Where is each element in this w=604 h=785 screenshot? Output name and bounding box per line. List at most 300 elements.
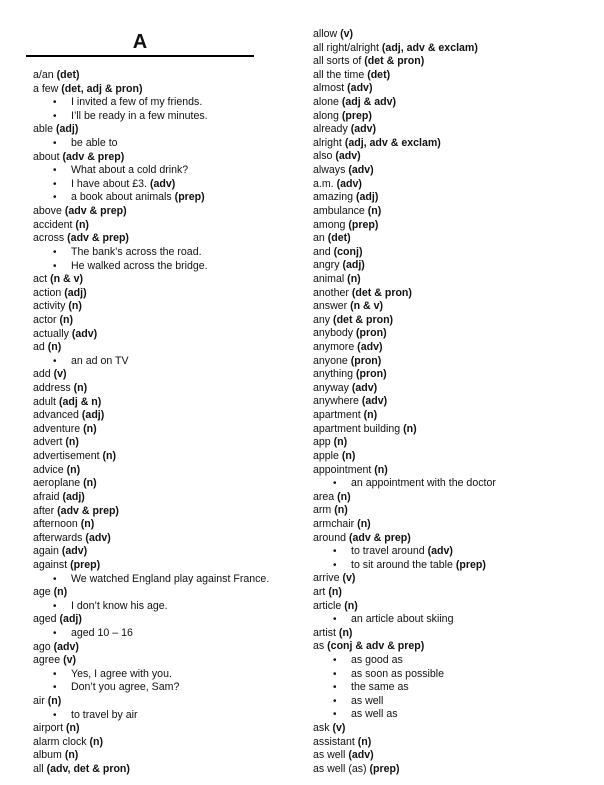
headword-entry xyxy=(313,110,496,124)
headword: against xyxy=(33,558,68,571)
headword-entry xyxy=(33,232,269,246)
part-of-speech-label: (n & v) xyxy=(350,300,384,313)
part-of-speech-label: (det) xyxy=(327,232,351,245)
headword: add xyxy=(33,368,51,381)
part-of-speech-label: (n) xyxy=(64,749,79,762)
headword: an xyxy=(313,232,325,245)
part-of-speech-label: (adj, adv & exclam) xyxy=(381,41,478,54)
part-of-speech-label: (n) xyxy=(367,204,382,217)
headword-entry xyxy=(33,532,269,546)
part-of-speech-label: (prep) xyxy=(341,109,372,122)
example-bullet-item xyxy=(313,681,496,695)
part-of-speech-label: (n & v) xyxy=(50,273,84,286)
headword: across xyxy=(33,232,65,245)
headword-entry xyxy=(313,287,496,301)
part-of-speech-label: (v) xyxy=(342,572,356,585)
headword-entry xyxy=(313,150,496,164)
headword: anyway xyxy=(313,381,349,394)
headword-entry xyxy=(313,368,496,382)
headword-entry xyxy=(313,42,496,56)
example-text: I invited a few of my friends. xyxy=(71,96,203,109)
part-of-speech-label: (v) xyxy=(63,654,77,667)
headword-entry xyxy=(313,518,496,532)
part-of-speech-label: (n) xyxy=(75,218,89,231)
part-of-speech-label: (adv & prep) xyxy=(348,531,411,544)
headword-entry xyxy=(33,722,269,736)
headword-entry xyxy=(33,396,269,410)
headword: a.m. xyxy=(313,177,334,190)
right-column xyxy=(313,28,496,777)
headword: anymore xyxy=(313,341,355,354)
example-bullet-item xyxy=(33,709,269,723)
example-text: to sit around the table xyxy=(351,558,453,571)
example-text: an article about skiing xyxy=(351,613,454,626)
example-text: as well xyxy=(351,694,384,707)
part-of-speech-label: (n) xyxy=(47,341,62,354)
headword-entry xyxy=(33,464,269,478)
headword-entry xyxy=(33,545,269,559)
part-of-speech-label: (n) xyxy=(59,313,74,326)
headword-entry xyxy=(313,749,496,763)
headword: airport xyxy=(33,722,64,735)
part-of-speech-label: (adv) xyxy=(335,150,361,163)
part-of-speech-label: (adv) xyxy=(53,640,79,653)
headword-entry xyxy=(33,586,269,600)
example-bullet-item xyxy=(33,178,269,192)
part-of-speech-label: (adv, det & pron) xyxy=(46,763,130,776)
part-of-speech-label: (v) xyxy=(332,722,346,735)
headword: action xyxy=(33,286,62,299)
part-of-speech-label: (n) xyxy=(374,463,388,476)
part-of-speech-label: (n) xyxy=(328,585,342,598)
headword: almost xyxy=(313,82,345,95)
example-bullet-item xyxy=(33,573,269,587)
headword-entry xyxy=(33,436,269,450)
part-of-speech-label: (adv) xyxy=(61,545,88,558)
part-of-speech-label: (prep) xyxy=(348,218,379,231)
headword: accident xyxy=(33,218,73,231)
example-bullet-item xyxy=(33,681,269,695)
headword: agree xyxy=(33,654,61,667)
part-of-speech-label: (adj & adv) xyxy=(341,96,397,109)
headword-entry xyxy=(33,123,269,137)
part-of-speech-label: (adv & prep) xyxy=(62,150,125,163)
headword: advertisement xyxy=(33,450,100,463)
part-of-speech-label: (n) xyxy=(337,490,351,503)
headword-entry xyxy=(313,572,496,586)
example-text: as good as xyxy=(351,654,403,667)
part-of-speech-label: (n) xyxy=(344,599,358,612)
example-bullet-item xyxy=(33,96,269,110)
headword: anything xyxy=(313,368,354,381)
headword-entry xyxy=(33,736,269,750)
headword-entry xyxy=(313,96,496,110)
headword-entry xyxy=(313,205,496,219)
part-of-speech-label: (adj) xyxy=(62,490,85,503)
headword-entry xyxy=(33,314,269,328)
headword-entry xyxy=(313,55,496,69)
part-of-speech-label: (adv & prep) xyxy=(67,232,129,245)
headword-entry xyxy=(313,314,496,328)
example-text: I don’t know his age. xyxy=(71,599,168,612)
headword-entry xyxy=(33,328,269,342)
headword-entry xyxy=(33,518,269,532)
headword: appointment xyxy=(313,463,372,476)
part-of-speech-label: (pron) xyxy=(350,354,382,367)
example-text: as well as xyxy=(351,708,398,721)
example-bullet-item xyxy=(313,545,496,559)
example-text: I have about £3. xyxy=(71,177,147,190)
headword-entry xyxy=(313,586,496,600)
headword: air xyxy=(33,695,45,708)
headword: another xyxy=(313,286,349,299)
headword-entry xyxy=(33,641,269,655)
example-bullet-item xyxy=(33,600,269,614)
part-of-speech-label: (adj) xyxy=(356,191,379,204)
part-of-speech-label: (n) xyxy=(403,422,417,435)
headword: angry xyxy=(313,259,340,272)
headword-entry xyxy=(313,491,496,505)
part-of-speech-label: (det, adj & pron) xyxy=(61,82,143,95)
headword-entry xyxy=(313,246,496,260)
example-bullet-item xyxy=(33,191,269,205)
part-of-speech-label: (prep) xyxy=(369,762,400,775)
headword-entry xyxy=(33,559,269,573)
example-text: He walked across the bridge. xyxy=(71,259,208,272)
example-text: a book about animals xyxy=(71,191,172,204)
part-of-speech-label: (adv & prep) xyxy=(57,504,119,517)
headword-entry xyxy=(313,232,496,246)
part-of-speech-label: (prep) xyxy=(174,191,205,204)
headword: alone xyxy=(313,96,339,109)
headword-entry xyxy=(313,191,496,205)
part-of-speech-label: (conj) xyxy=(333,245,363,258)
example-text: the same as xyxy=(351,681,409,694)
part-of-speech-label: (prep) xyxy=(70,558,101,571)
headword-entry xyxy=(313,763,496,777)
headword: address xyxy=(33,382,71,395)
headword: adult xyxy=(33,395,56,408)
example-bullet-item xyxy=(313,668,496,682)
headword: also xyxy=(313,150,333,163)
headword: arrive xyxy=(313,572,340,585)
headword: area xyxy=(313,490,335,503)
example-bullet-item xyxy=(33,137,269,151)
headword-entry xyxy=(313,600,496,614)
headword-entry xyxy=(313,69,496,83)
headword-entry xyxy=(313,504,496,518)
part-of-speech-label: (adj) xyxy=(81,409,105,422)
headword: about xyxy=(33,150,60,163)
headword: advanced xyxy=(33,409,79,422)
part-of-speech-label: (adv) xyxy=(348,164,374,177)
headword: all the time xyxy=(313,68,365,81)
headword: ask xyxy=(313,722,330,735)
headword: ago xyxy=(33,640,51,653)
part-of-speech-label: (n) xyxy=(338,626,353,639)
headword-entry xyxy=(33,409,269,423)
part-of-speech-label: (adv) xyxy=(348,749,374,762)
example-text: aged 10 – 16 xyxy=(71,626,133,639)
headword-entry xyxy=(313,464,496,478)
part-of-speech-label: (n) xyxy=(333,436,348,449)
headword-entry xyxy=(33,219,269,233)
part-of-speech-label: (adv) xyxy=(357,341,383,354)
headword: advice xyxy=(33,463,64,476)
headword-entry xyxy=(313,273,496,287)
part-of-speech-label: (v) xyxy=(340,28,354,40)
headword: all xyxy=(33,763,44,776)
headword-entry xyxy=(313,423,496,437)
headword: actor xyxy=(33,313,57,326)
part-of-speech-label: (n) xyxy=(363,409,378,422)
example-text: be able to xyxy=(71,137,118,150)
headword: amazing xyxy=(313,191,354,204)
example-bullet-item xyxy=(33,110,269,124)
section-letter-heading: A xyxy=(132,31,148,53)
part-of-speech-label: (adj) xyxy=(55,123,79,136)
headword: art xyxy=(313,585,326,598)
headword: activity xyxy=(33,300,66,313)
part-of-speech-label: (adj) xyxy=(64,286,87,299)
part-of-speech-label: (adv) xyxy=(71,327,98,340)
headword-entry xyxy=(313,736,496,750)
part-of-speech-label: (n) xyxy=(65,722,80,735)
example-bullet-item xyxy=(313,654,496,668)
part-of-speech-label: (adj) xyxy=(342,259,365,272)
example-bullet-item xyxy=(313,559,496,573)
part-of-speech-label: (n) xyxy=(66,463,81,476)
headword-entry xyxy=(33,382,269,396)
headword: advert xyxy=(33,436,63,449)
headword: all right/alright xyxy=(313,41,379,54)
example-text: an appointment with the doctor xyxy=(351,477,496,490)
headword-entry xyxy=(33,695,269,709)
headword-entry xyxy=(313,627,496,641)
part-of-speech-label: (det & pron) xyxy=(364,55,425,68)
headword: again xyxy=(33,545,59,558)
part-of-speech-label: (conj & adv & prep) xyxy=(327,640,425,653)
part-of-speech-label: (prep) xyxy=(455,558,486,571)
example-bullet-item xyxy=(33,246,269,260)
example-bullet-item xyxy=(313,613,496,627)
headword: animal xyxy=(313,272,345,285)
headword: able xyxy=(33,123,54,136)
headword-entry xyxy=(33,491,269,505)
headword: apartment building xyxy=(313,422,401,435)
part-of-speech-label: (det & pron) xyxy=(333,313,394,326)
headword: article xyxy=(313,599,342,612)
part-of-speech-label: (adv & prep) xyxy=(64,205,127,218)
example-bullet-item xyxy=(33,164,269,178)
headword: a few xyxy=(33,82,59,95)
part-of-speech-label: (pron) xyxy=(356,368,387,381)
headword: as well xyxy=(313,749,346,762)
example-text: The bank’s across the road. xyxy=(71,245,202,258)
part-of-speech-label: (det & pron) xyxy=(351,286,412,299)
headword-entry xyxy=(313,395,496,409)
headword: album xyxy=(33,749,62,762)
headword-entry xyxy=(33,368,269,382)
headword-entry xyxy=(313,640,496,654)
part-of-speech-label: (adv) xyxy=(351,381,378,394)
part-of-speech-label: (n) xyxy=(65,436,79,449)
headword-entry xyxy=(313,137,496,151)
headword: ambulance xyxy=(313,204,365,217)
headword-entry xyxy=(33,477,269,491)
headword: as xyxy=(313,640,325,653)
part-of-speech-label: (v) xyxy=(53,368,67,381)
part-of-speech-label: (adv) xyxy=(427,545,453,558)
part-of-speech-label: (n) xyxy=(73,382,88,395)
headword-entry xyxy=(33,151,269,165)
part-of-speech-label: (n) xyxy=(83,477,97,490)
headword-entry xyxy=(33,205,269,219)
headword-entry xyxy=(33,763,269,777)
headword: age xyxy=(33,586,51,599)
part-of-speech-label: (adv) xyxy=(361,395,388,408)
headword: app xyxy=(313,436,331,449)
part-of-speech-label: (adv) xyxy=(336,177,362,190)
headword-entry xyxy=(33,273,269,287)
part-of-speech-label: (adv) xyxy=(85,531,111,544)
part-of-speech-label: (adv) xyxy=(350,123,377,136)
example-text: I’ll be ready in a few minutes. xyxy=(71,109,208,122)
part-of-speech-label: (n) xyxy=(334,504,348,517)
headword: always xyxy=(313,164,346,177)
headword-entry xyxy=(313,409,496,423)
example-text: Yes, I agree with you. xyxy=(71,667,172,680)
headword-entry xyxy=(33,613,269,627)
part-of-speech-label: (adv) xyxy=(347,82,373,95)
part-of-speech-label: (n) xyxy=(357,735,372,748)
headword: actually xyxy=(33,327,69,340)
headword-entry xyxy=(313,164,496,178)
headword: arm xyxy=(313,504,332,517)
headword: alright xyxy=(313,136,342,149)
headword: afternoon xyxy=(33,518,78,531)
headword-entry xyxy=(313,355,496,369)
example-text: Don’t you agree, Sam? xyxy=(71,681,180,694)
example-text: What about a cold drink? xyxy=(71,164,189,177)
headword: along xyxy=(313,109,339,122)
headword-entry xyxy=(313,436,496,450)
headword: all sorts of xyxy=(313,55,362,68)
headword: apartment xyxy=(313,409,361,422)
headword-entry xyxy=(313,82,496,96)
headword-entry xyxy=(33,341,269,355)
part-of-speech-label: (n) xyxy=(341,449,356,462)
headword: afraid xyxy=(33,490,60,503)
headword-entry xyxy=(313,327,496,341)
headword-entry xyxy=(313,532,496,546)
headword: adventure xyxy=(33,422,81,435)
part-of-speech-label: (n) xyxy=(89,735,104,748)
heading-underline xyxy=(26,55,254,57)
headword-entry xyxy=(33,287,269,301)
headword-entry xyxy=(313,450,496,464)
headword-entry xyxy=(33,450,269,464)
headword-entry xyxy=(33,300,269,314)
headword: alarm clock xyxy=(33,735,87,748)
headword: and xyxy=(313,245,331,258)
example-bullet-item xyxy=(33,627,269,641)
headword: already xyxy=(313,123,348,136)
example-text: to travel by air xyxy=(71,708,138,721)
headword-entry xyxy=(313,178,496,192)
part-of-speech-label: (det) xyxy=(367,68,391,81)
example-bullet-item xyxy=(33,668,269,682)
example-text: to travel around xyxy=(351,545,425,558)
headword: armchair xyxy=(313,517,355,530)
headword: ad xyxy=(33,341,45,354)
headword-entry xyxy=(313,259,496,273)
example-text: an ad on TV xyxy=(71,354,129,367)
headword: afterwards xyxy=(33,531,83,544)
part-of-speech-label: (adj, adv & exclam) xyxy=(344,136,441,149)
part-of-speech-label: (adj) xyxy=(59,613,82,626)
headword: anywhere xyxy=(313,395,359,408)
headword: among xyxy=(313,218,346,231)
example-bullet-item xyxy=(313,708,496,722)
headword-entry xyxy=(313,300,496,314)
part-of-speech-label: (pron) xyxy=(356,327,387,340)
headword-entry xyxy=(313,28,496,42)
part-of-speech-label: (n) xyxy=(347,272,361,285)
part-of-speech-label: (adv) xyxy=(149,177,176,190)
part-of-speech-label: (n) xyxy=(47,695,62,708)
example-bullet-item xyxy=(313,477,496,491)
part-of-speech-label: (n) xyxy=(68,300,82,313)
part-of-speech-label: (det) xyxy=(56,69,80,81)
headword: anybody xyxy=(313,327,354,340)
headword-entry xyxy=(33,505,269,519)
headword-entry xyxy=(33,654,269,668)
headword-entry xyxy=(313,382,496,396)
headword: answer xyxy=(313,300,348,313)
part-of-speech-label: (n) xyxy=(53,586,68,599)
headword-entry xyxy=(313,722,496,736)
example-bullet-item xyxy=(33,355,269,369)
left-column xyxy=(33,69,269,777)
headword: apple xyxy=(313,449,339,462)
part-of-speech-label: (n) xyxy=(102,450,117,463)
part-of-speech-label: (n) xyxy=(80,518,95,531)
headword-entry xyxy=(33,83,269,97)
headword-entry xyxy=(33,749,269,763)
example-bullet-item xyxy=(33,260,269,274)
headword: after xyxy=(33,504,55,517)
part-of-speech-label: (n) xyxy=(357,517,371,530)
headword: as well (as) xyxy=(313,762,367,775)
example-text: We watched England play against France. xyxy=(71,572,270,585)
headword-entry xyxy=(33,69,269,83)
example-bullet-item xyxy=(313,695,496,709)
headword: act xyxy=(33,273,48,286)
headword: anyone xyxy=(313,354,348,367)
part-of-speech-label: (adj & n) xyxy=(58,395,102,408)
headword: above xyxy=(33,205,62,218)
headword-entry xyxy=(313,219,496,233)
headword: aeroplane xyxy=(33,477,81,490)
headword: assistant xyxy=(313,735,355,748)
headword-entry xyxy=(313,123,496,137)
headword: aged xyxy=(33,613,57,626)
headword: allow xyxy=(313,28,338,40)
headword: artist xyxy=(313,626,336,639)
part-of-speech-label: (n) xyxy=(83,422,97,435)
example-text: as soon as possible xyxy=(351,667,445,680)
